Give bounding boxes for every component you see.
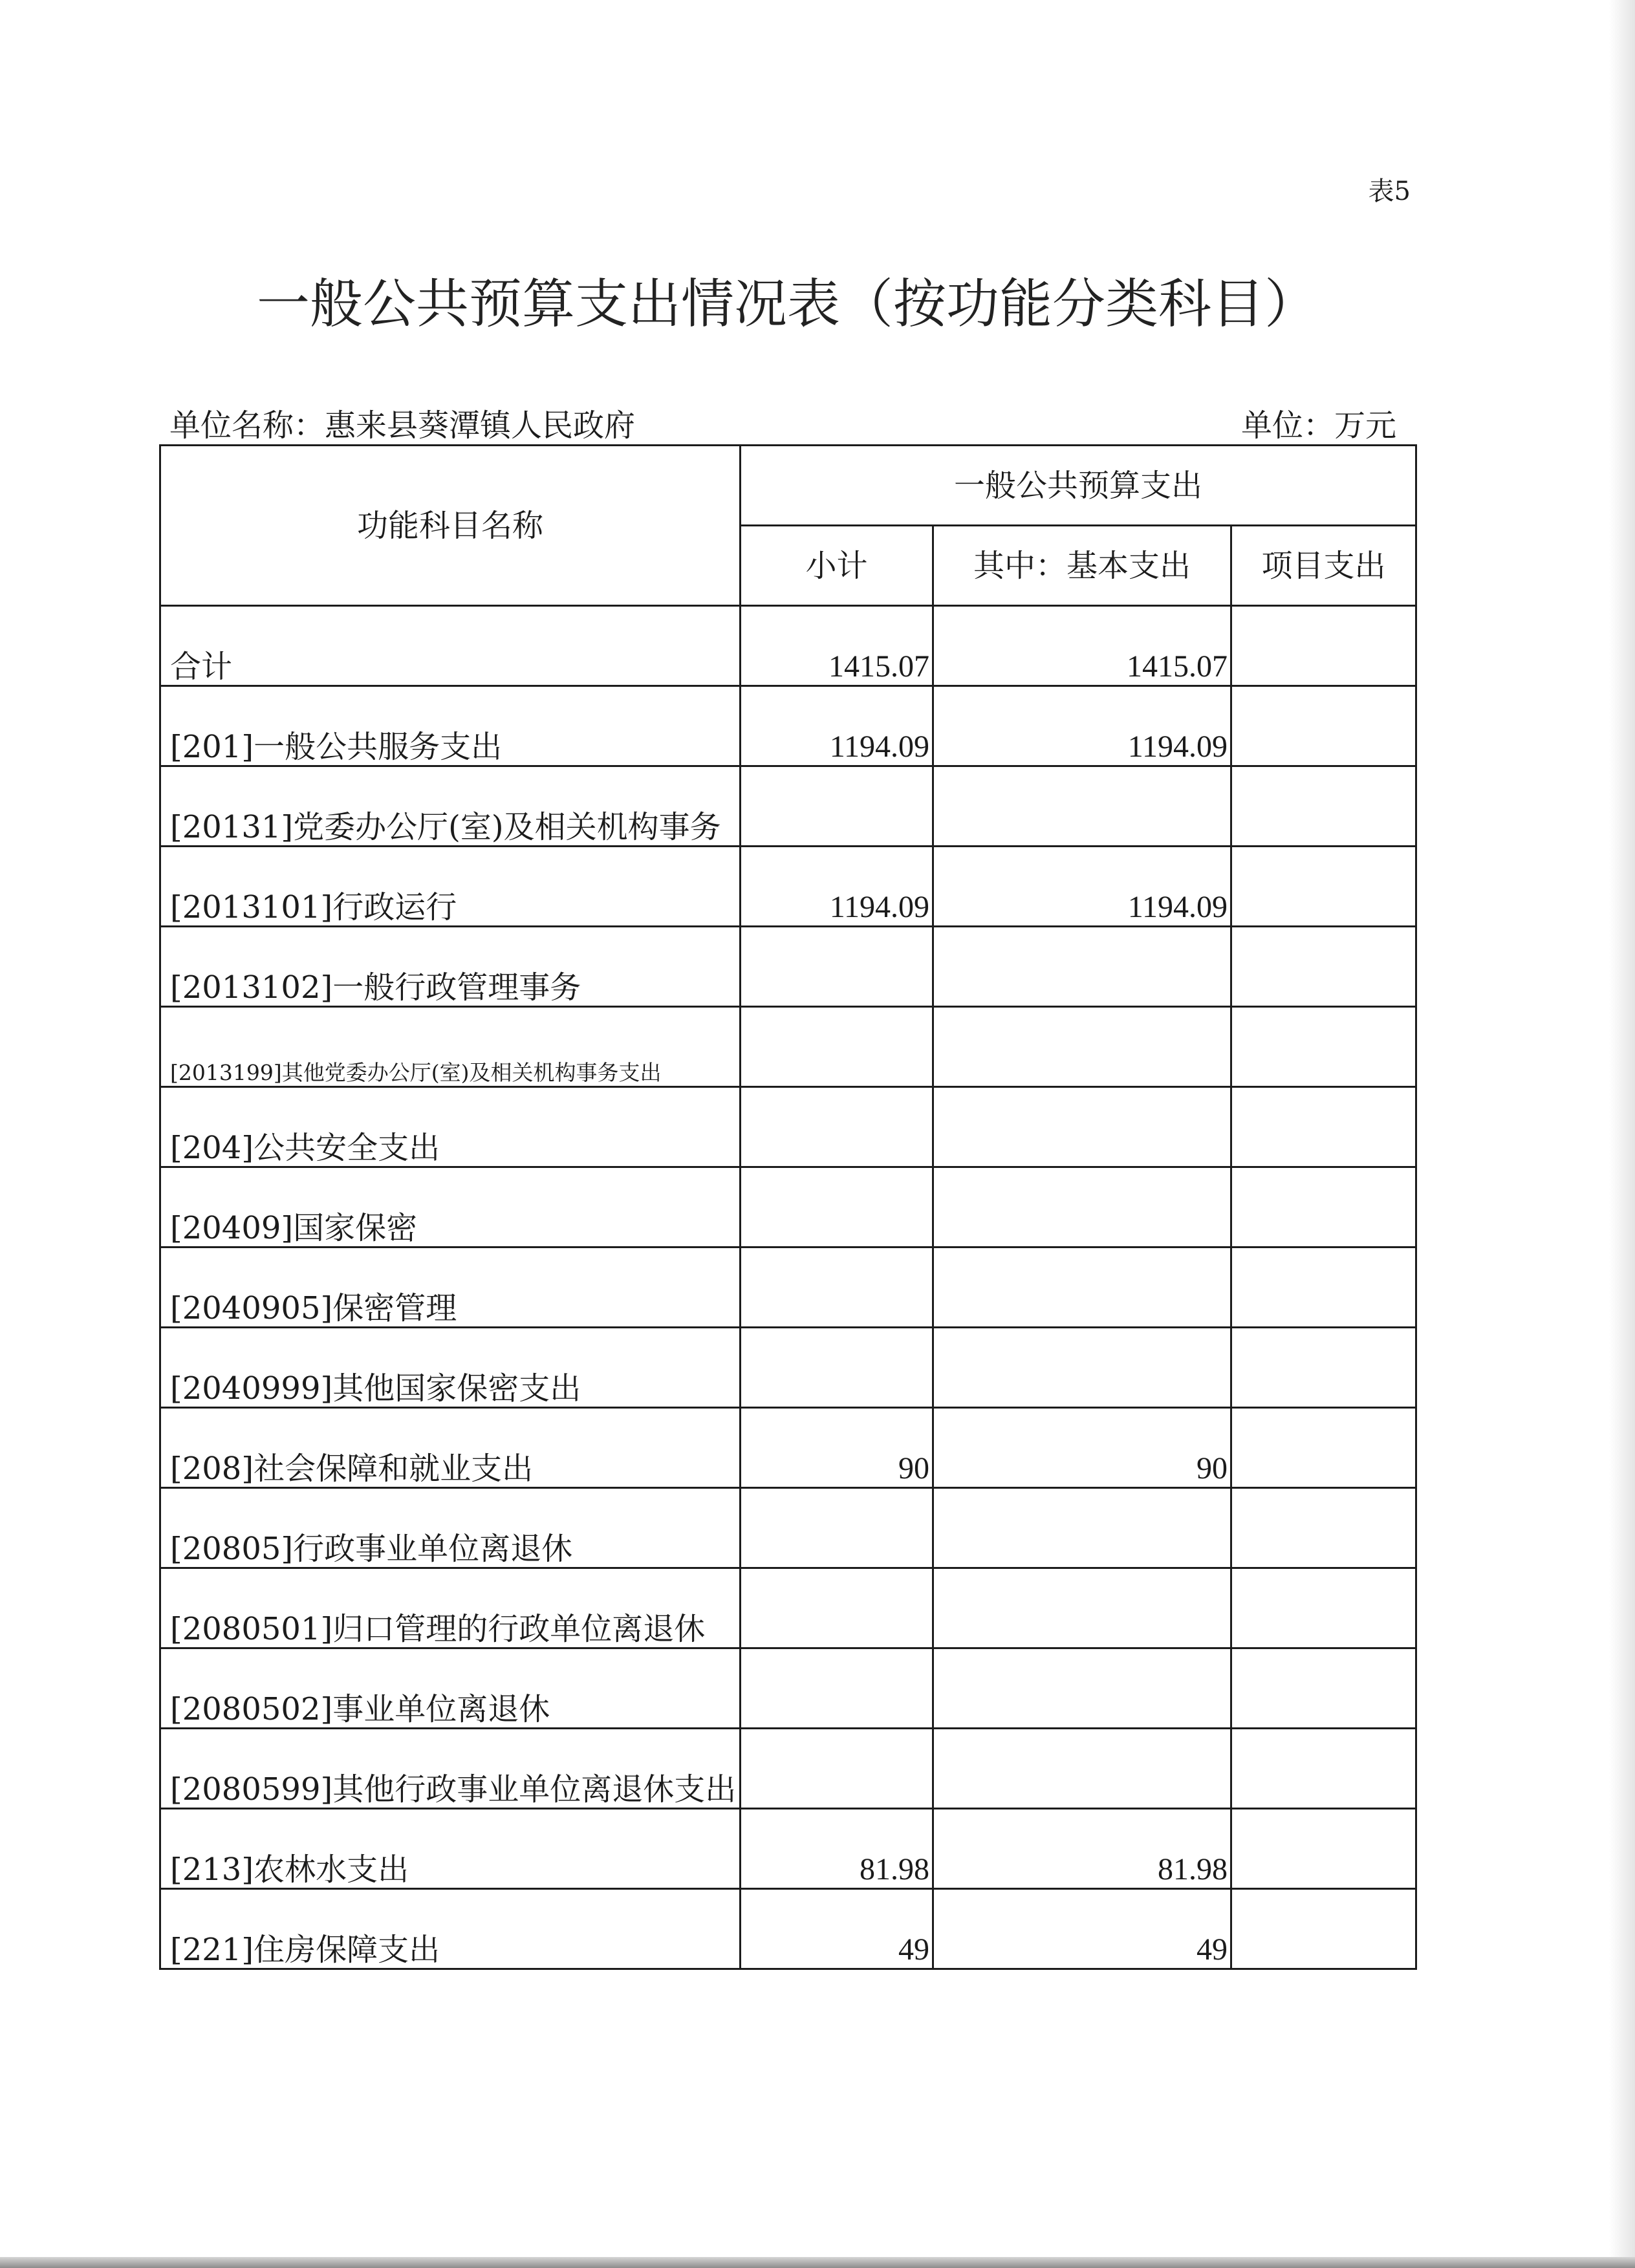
table-row <box>160 1648 1416 1729</box>
row-subtotal <box>741 1167 933 1247</box>
row-name: [20805]行政事业单位离退休 <box>160 1488 741 1568</box>
table-row <box>160 1488 1416 1568</box>
row-project <box>1231 606 1416 686</box>
table-header-name: 功能科目名称 <box>160 446 741 606</box>
row-name: [204]公共安全支出 <box>160 1087 741 1167</box>
row-project <box>1231 1648 1416 1729</box>
row-project <box>1231 686 1416 766</box>
row-subtotal <box>741 766 933 847</box>
row-subtotal <box>741 1087 933 1167</box>
row-name: 合计 <box>160 606 741 686</box>
row-subtotal: 1194.09 <box>741 847 933 927</box>
table-row <box>160 1889 1416 1969</box>
table-row <box>160 1729 1416 1809</box>
row-project <box>1231 1809 1416 1889</box>
table-header-subtotal: 小计 <box>741 526 933 606</box>
table-number: 表5 <box>1368 177 1411 206</box>
row-name: [2040905]保密管理 <box>160 1247 741 1328</box>
table-header-group: 一般公共预算支出 <box>741 446 1416 526</box>
row-project <box>1231 1729 1416 1809</box>
row-basic <box>933 1247 1231 1328</box>
row-subtotal <box>741 1568 933 1648</box>
row-name: [208]社会保障和就业支出 <box>160 1408 741 1488</box>
table-row <box>160 1007 1416 1087</box>
row-project <box>1231 766 1416 847</box>
row-name: [221]住房保障支出 <box>160 1889 741 1969</box>
row-basic: 1194.09 <box>933 847 1231 927</box>
row-name: [2013102]一般行政管理事务 <box>160 927 741 1007</box>
row-basic <box>933 1648 1231 1729</box>
table-row <box>160 1408 1416 1488</box>
row-subtotal: 1194.09 <box>741 686 933 766</box>
table-header-basic: 其中：基本支出 <box>933 526 1231 606</box>
row-project <box>1231 1889 1416 1969</box>
budget-table <box>159 444 1417 1970</box>
table-row <box>160 1328 1416 1408</box>
document-title: 一般公共预算支出情况表（按功能分类科目） <box>256 274 1317 335</box>
row-project <box>1231 927 1416 1007</box>
table-row <box>160 1087 1416 1167</box>
row-subtotal: 81.98 <box>741 1809 933 1889</box>
table-row <box>160 847 1416 927</box>
row-name: [2080502]事业单位离退休 <box>160 1648 741 1729</box>
row-project <box>1231 1087 1416 1167</box>
row-project <box>1231 1488 1416 1568</box>
table-row <box>160 1247 1416 1328</box>
currency-unit-label: 单位：万元 <box>1240 407 1396 444</box>
row-subtotal <box>741 1648 933 1729</box>
row-subtotal: 49 <box>741 1889 933 1969</box>
row-name: [201]一般公共服务支出 <box>160 686 741 766</box>
table-row <box>160 1167 1416 1247</box>
row-project <box>1231 1408 1416 1488</box>
row-name: [2080599]其他行政事业单位离退休支出 <box>160 1729 741 1809</box>
row-basic <box>933 1328 1231 1408</box>
row-basic: 49 <box>933 1889 1231 1969</box>
row-name: [213]农林水支出 <box>160 1809 741 1889</box>
row-basic <box>933 1087 1231 1167</box>
table-header-project: 项目支出 <box>1231 526 1416 606</box>
row-name: [2040999]其他国家保密支出 <box>160 1328 741 1408</box>
table-row <box>160 1809 1416 1889</box>
row-project <box>1231 1007 1416 1087</box>
table-row <box>160 606 1416 686</box>
row-name: [2013101]行政运行 <box>160 847 741 927</box>
table-row <box>160 927 1416 1007</box>
row-basic <box>933 1488 1231 1568</box>
row-basic <box>933 1729 1231 1809</box>
table-row <box>160 766 1416 847</box>
row-subtotal: 90 <box>741 1408 933 1488</box>
row-subtotal <box>741 927 933 1007</box>
table-row <box>160 1568 1416 1648</box>
unit-name-label: 单位名称：惠来县葵潭镇人民政府 <box>169 407 636 444</box>
table-row <box>160 686 1416 766</box>
row-subtotal <box>741 1247 933 1328</box>
table-header-row <box>160 446 1416 526</box>
row-basic <box>933 1568 1231 1648</box>
row-name: [2080501]归口管理的行政单位离退休 <box>160 1568 741 1648</box>
row-subtotal: 1415.07 <box>741 606 933 686</box>
row-basic <box>933 766 1231 847</box>
row-basic <box>933 1007 1231 1087</box>
row-project <box>1231 1167 1416 1247</box>
scan-edge-bottom <box>0 2257 1635 2268</box>
row-subtotal <box>741 1488 933 1568</box>
row-project <box>1231 1247 1416 1328</box>
row-project <box>1231 1568 1416 1648</box>
row-subtotal <box>741 1328 933 1408</box>
row-name: [20131]党委办公厅(室)及相关机构事务 <box>160 766 741 847</box>
row-basic <box>933 1167 1231 1247</box>
scan-edge-right <box>1609 0 1635 2268</box>
row-basic: 90 <box>933 1408 1231 1488</box>
row-basic: 1194.09 <box>933 686 1231 766</box>
row-project <box>1231 847 1416 927</box>
row-name: [2013199]其他党委办公厅(室)及相关机构事务支出 <box>160 1007 741 1087</box>
row-basic: 81.98 <box>933 1809 1231 1889</box>
row-subtotal <box>741 1729 933 1809</box>
row-basic: 1415.07 <box>933 606 1231 686</box>
row-name: [20409]国家保密 <box>160 1167 741 1247</box>
row-basic <box>933 927 1231 1007</box>
row-project <box>1231 1328 1416 1408</box>
row-subtotal <box>741 1007 933 1087</box>
